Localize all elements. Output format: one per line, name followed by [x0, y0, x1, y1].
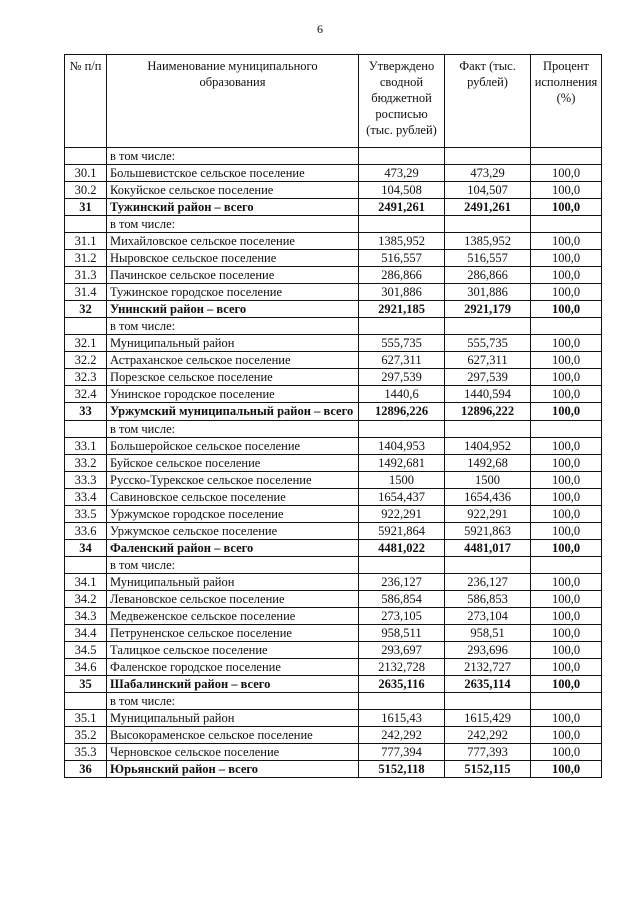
row-fact-cell: 286,866 — [445, 267, 531, 284]
row-name-cell: Уржумское сельское поселение — [107, 523, 359, 540]
row-approved-cell: 586,854 — [359, 591, 445, 608]
row-name-cell: в том числе: — [107, 693, 359, 710]
table-row — [65, 369, 602, 386]
table-row — [65, 625, 602, 642]
row-number-cell: 30.1 — [65, 165, 107, 182]
table-row-total — [65, 199, 602, 216]
row-approved-cell: 516,557 — [359, 250, 445, 267]
row-approved-cell: 273,105 — [359, 608, 445, 625]
table-row — [65, 233, 602, 250]
row-approved-cell: 293,697 — [359, 642, 445, 659]
row-number-cell: 34.3 — [65, 608, 107, 625]
row-number-cell: 33.6 — [65, 523, 107, 540]
row-fact-cell: 12896,222 — [445, 403, 531, 421]
row-fact-cell: 1385,952 — [445, 233, 531, 250]
row-fact-cell — [445, 148, 531, 165]
row-name-cell: Муниципальный район — [107, 710, 359, 727]
table-row — [65, 472, 602, 489]
table-row — [65, 642, 602, 659]
row-fact-cell: 1615,429 — [445, 710, 531, 727]
row-number-cell: 32 — [65, 301, 107, 318]
row-name-cell: Кокуйское сельское поселение — [107, 182, 359, 199]
row-number-cell: 34.5 — [65, 642, 107, 659]
table-row — [65, 250, 602, 267]
row-fact-cell: 586,853 — [445, 591, 531, 608]
row-name-cell: Муниципальный район — [107, 574, 359, 591]
row-approved-cell: 958,511 — [359, 625, 445, 642]
table-row — [65, 591, 602, 608]
row-number-cell: 33.4 — [65, 489, 107, 506]
table-row-subheading — [65, 557, 602, 574]
row-fact-cell: 5921,863 — [445, 523, 531, 540]
row-fact-cell — [445, 216, 531, 233]
row-percent-cell: 100,0 — [531, 608, 602, 625]
row-percent-cell: 100,0 — [531, 523, 602, 540]
row-approved-cell: 627,311 — [359, 352, 445, 369]
row-percent-cell: 100,0 — [531, 352, 602, 369]
column-header-number: № п/п — [65, 55, 107, 148]
row-percent-cell: 100,0 — [531, 199, 602, 216]
row-fact-cell: 297,539 — [445, 369, 531, 386]
row-percent-cell: 100,0 — [531, 744, 602, 761]
row-number-cell — [65, 693, 107, 710]
row-name-cell: в том числе: — [107, 148, 359, 165]
row-name-cell: Михайловское сельское поселение — [107, 233, 359, 250]
table-row-subheading — [65, 421, 602, 438]
row-number-cell: 33.1 — [65, 438, 107, 455]
row-percent-cell: 100,0 — [531, 335, 602, 352]
table-row — [65, 165, 602, 182]
table-row — [65, 608, 602, 625]
row-number-cell: 31.1 — [65, 233, 107, 250]
row-fact-cell: 1440,594 — [445, 386, 531, 403]
row-number-cell: 32.4 — [65, 386, 107, 403]
row-approved-cell: 1385,952 — [359, 233, 445, 250]
row-name-cell: Высокораменское сельское поселение — [107, 727, 359, 744]
row-fact-cell: 958,51 — [445, 625, 531, 642]
row-percent-cell: 100,0 — [531, 301, 602, 318]
row-name-cell: Талицкое сельское поселение — [107, 642, 359, 659]
table-row-total — [65, 676, 602, 693]
row-number-cell: 34.6 — [65, 659, 107, 676]
row-number-cell: 31.4 — [65, 284, 107, 301]
row-approved-cell: 236,127 — [359, 574, 445, 591]
row-fact-cell: 2132,727 — [445, 659, 531, 676]
row-name-cell: Тужинское городское поселение — [107, 284, 359, 301]
row-percent-cell: 100,0 — [531, 761, 602, 778]
row-fact-cell: 273,104 — [445, 608, 531, 625]
row-number-cell: 35.1 — [65, 710, 107, 727]
row-name-cell: Шабалинский район – всего — [107, 676, 359, 693]
row-fact-cell: 1500 — [445, 472, 531, 489]
row-percent-cell: 100,0 — [531, 284, 602, 301]
table-body — [65, 148, 602, 778]
row-percent-cell: 100,0 — [531, 438, 602, 455]
row-number-cell: 30.2 — [65, 182, 107, 199]
row-name-cell: Пачинское сельское поселение — [107, 267, 359, 284]
row-number-cell: 33 — [65, 403, 107, 421]
row-number-cell: 34.4 — [65, 625, 107, 642]
row-approved-cell: 473,29 — [359, 165, 445, 182]
row-number-cell — [65, 557, 107, 574]
row-percent-cell: 100,0 — [531, 591, 602, 608]
row-percent-cell: 100,0 — [531, 625, 602, 642]
row-percent-cell: 100,0 — [531, 369, 602, 386]
row-approved-cell: 301,886 — [359, 284, 445, 301]
table-row — [65, 659, 602, 676]
table-row-subheading — [65, 318, 602, 335]
table-row — [65, 506, 602, 523]
row-fact-cell: 473,29 — [445, 165, 531, 182]
row-percent-cell: 100,0 — [531, 659, 602, 676]
row-fact-cell: 104,507 — [445, 182, 531, 199]
table-row-total — [65, 301, 602, 318]
table-row — [65, 455, 602, 472]
row-fact-cell: 236,127 — [445, 574, 531, 591]
row-name-cell: Юрьянский район – всего — [107, 761, 359, 778]
row-name-cell: Большевистское сельское поселение — [107, 165, 359, 182]
row-percent-cell: 100,0 — [531, 386, 602, 403]
row-number-cell: 35.3 — [65, 744, 107, 761]
row-percent-cell — [531, 216, 602, 233]
row-fact-cell: 516,557 — [445, 250, 531, 267]
row-number-cell — [65, 421, 107, 438]
table-row-total — [65, 403, 602, 421]
row-name-cell: в том числе: — [107, 216, 359, 233]
table-header-row — [65, 55, 602, 148]
row-fact-cell: 777,393 — [445, 744, 531, 761]
row-percent-cell: 100,0 — [531, 182, 602, 199]
row-approved-cell: 777,394 — [359, 744, 445, 761]
row-number-cell: 32.3 — [65, 369, 107, 386]
row-approved-cell: 922,291 — [359, 506, 445, 523]
row-name-cell: Порезское сельское поселение — [107, 369, 359, 386]
table-row-subheading — [65, 148, 602, 165]
row-number-cell: 31.2 — [65, 250, 107, 267]
row-approved-cell — [359, 148, 445, 165]
row-number-cell: 32.1 — [65, 335, 107, 352]
row-percent-cell — [531, 318, 602, 335]
row-number-cell: 33.2 — [65, 455, 107, 472]
page-number: 6 — [317, 22, 323, 36]
row-number-cell: 31 — [65, 199, 107, 216]
table-row — [65, 489, 602, 506]
row-name-cell: Фаленское городское поселение — [107, 659, 359, 676]
row-approved-cell: 2132,728 — [359, 659, 445, 676]
row-name-cell: Большеройское сельское поселение — [107, 438, 359, 455]
row-approved-cell: 286,866 — [359, 267, 445, 284]
row-fact-cell — [445, 318, 531, 335]
row-name-cell: в том числе: — [107, 557, 359, 574]
row-number-cell: 32.2 — [65, 352, 107, 369]
row-approved-cell: 104,508 — [359, 182, 445, 199]
row-name-cell: Унинский район – всего — [107, 301, 359, 318]
row-percent-cell — [531, 693, 602, 710]
row-number-cell — [65, 318, 107, 335]
row-fact-cell: 1654,436 — [445, 489, 531, 506]
row-approved-cell: 5921,864 — [359, 523, 445, 540]
table-row — [65, 267, 602, 284]
row-name-cell: Тужинский район – всего — [107, 199, 359, 216]
row-fact-cell: 922,291 — [445, 506, 531, 523]
row-percent-cell: 100,0 — [531, 472, 602, 489]
table-row-total — [65, 540, 602, 557]
budget-execution-table — [64, 54, 602, 778]
row-fact-cell — [445, 693, 531, 710]
row-approved-cell: 1440,6 — [359, 386, 445, 403]
row-fact-cell: 293,696 — [445, 642, 531, 659]
row-percent-cell: 100,0 — [531, 506, 602, 523]
row-name-cell: Медвеженское сельское поселение — [107, 608, 359, 625]
row-number-cell: 34.2 — [65, 591, 107, 608]
table-row — [65, 182, 602, 199]
table-row-subheading — [65, 216, 602, 233]
row-approved-cell: 12896,226 — [359, 403, 445, 421]
column-header-fact: Факт (тыс. рублей) — [445, 55, 531, 148]
row-number-cell: 35 — [65, 676, 107, 693]
table-row — [65, 523, 602, 540]
row-name-cell: Савиновское сельское поселение — [107, 489, 359, 506]
row-approved-cell: 1500 — [359, 472, 445, 489]
row-fact-cell — [445, 557, 531, 574]
table-row — [65, 386, 602, 403]
row-name-cell: Черновское сельское поселение — [107, 744, 359, 761]
row-approved-cell: 2491,261 — [359, 199, 445, 216]
column-header-approved: Утверждено сводной бюджетной росписью (тыс. рублей) — [359, 55, 445, 148]
row-number-cell: 36 — [65, 761, 107, 778]
row-name-cell: Унинское городское поселение — [107, 386, 359, 403]
table-row — [65, 352, 602, 369]
table-row — [65, 335, 602, 352]
row-percent-cell: 100,0 — [531, 233, 602, 250]
row-name-cell: Петруненское сельское поселение — [107, 625, 359, 642]
row-fact-cell: 5152,115 — [445, 761, 531, 778]
row-name-cell: в том числе: — [107, 318, 359, 335]
row-fact-cell: 1492,68 — [445, 455, 531, 472]
row-approved-cell: 4481,022 — [359, 540, 445, 557]
row-name-cell: Ныровское сельское поселение — [107, 250, 359, 267]
row-approved-cell — [359, 557, 445, 574]
row-percent-cell: 100,0 — [531, 455, 602, 472]
row-percent-cell: 100,0 — [531, 267, 602, 284]
row-fact-cell: 627,311 — [445, 352, 531, 369]
row-approved-cell: 297,539 — [359, 369, 445, 386]
row-percent-cell: 100,0 — [531, 540, 602, 557]
table-row-subheading — [65, 693, 602, 710]
row-name-cell: Буйское сельское поселение — [107, 455, 359, 472]
row-fact-cell: 2635,114 — [445, 676, 531, 693]
row-approved-cell: 1615,43 — [359, 710, 445, 727]
row-fact-cell: 4481,017 — [445, 540, 531, 557]
row-fact-cell: 1404,952 — [445, 438, 531, 455]
row-approved-cell: 1654,437 — [359, 489, 445, 506]
table-row — [65, 710, 602, 727]
row-number-cell: 33.3 — [65, 472, 107, 489]
row-number-cell: 31.3 — [65, 267, 107, 284]
row-fact-cell — [445, 421, 531, 438]
row-percent-cell — [531, 557, 602, 574]
row-approved-cell — [359, 421, 445, 438]
row-approved-cell — [359, 693, 445, 710]
row-approved-cell: 5152,118 — [359, 761, 445, 778]
column-header-percent: Процент исполнения (%) — [531, 55, 602, 148]
table-row — [65, 727, 602, 744]
row-name-cell: Русско-Турекское сельское поселение — [107, 472, 359, 489]
row-number-cell — [65, 216, 107, 233]
row-name-cell: Фаленский район – всего — [107, 540, 359, 557]
row-percent-cell: 100,0 — [531, 165, 602, 182]
row-percent-cell: 100,0 — [531, 727, 602, 744]
row-name-cell: в том числе: — [107, 421, 359, 438]
row-number-cell — [65, 148, 107, 165]
row-fact-cell: 2921,179 — [445, 301, 531, 318]
row-fact-cell: 242,292 — [445, 727, 531, 744]
row-approved-cell: 1492,681 — [359, 455, 445, 472]
row-percent-cell: 100,0 — [531, 574, 602, 591]
row-name-cell: Муниципальный район — [107, 335, 359, 352]
column-header-name: Наименование муниципального образования — [107, 55, 359, 148]
row-approved-cell: 242,292 — [359, 727, 445, 744]
row-approved-cell: 555,735 — [359, 335, 445, 352]
row-name-cell: Уржумское городское поселение — [107, 506, 359, 523]
row-percent-cell: 100,0 — [531, 403, 602, 421]
table-row — [65, 284, 602, 301]
row-percent-cell — [531, 148, 602, 165]
row-name-cell: Уржумский муниципальный район – всего — [107, 403, 359, 421]
row-percent-cell: 100,0 — [531, 489, 602, 506]
row-number-cell: 34 — [65, 540, 107, 557]
row-name-cell: Левановское сельское поселение — [107, 591, 359, 608]
table-row — [65, 438, 602, 455]
table-row-total — [65, 761, 602, 778]
row-percent-cell — [531, 421, 602, 438]
row-fact-cell: 2491,261 — [445, 199, 531, 216]
row-approved-cell: 2921,185 — [359, 301, 445, 318]
row-approved-cell: 2635,116 — [359, 676, 445, 693]
row-name-cell: Астраханское сельское поселение — [107, 352, 359, 369]
row-number-cell: 33.5 — [65, 506, 107, 523]
row-percent-cell: 100,0 — [531, 642, 602, 659]
row-percent-cell: 100,0 — [531, 676, 602, 693]
row-percent-cell: 100,0 — [531, 710, 602, 727]
row-fact-cell: 301,886 — [445, 284, 531, 301]
row-percent-cell: 100,0 — [531, 250, 602, 267]
row-approved-cell — [359, 216, 445, 233]
row-number-cell: 34.1 — [65, 574, 107, 591]
row-approved-cell — [359, 318, 445, 335]
row-number-cell: 35.2 — [65, 727, 107, 744]
table-row — [65, 574, 602, 591]
row-fact-cell: 555,735 — [445, 335, 531, 352]
row-approved-cell: 1404,953 — [359, 438, 445, 455]
table-row — [65, 744, 602, 761]
